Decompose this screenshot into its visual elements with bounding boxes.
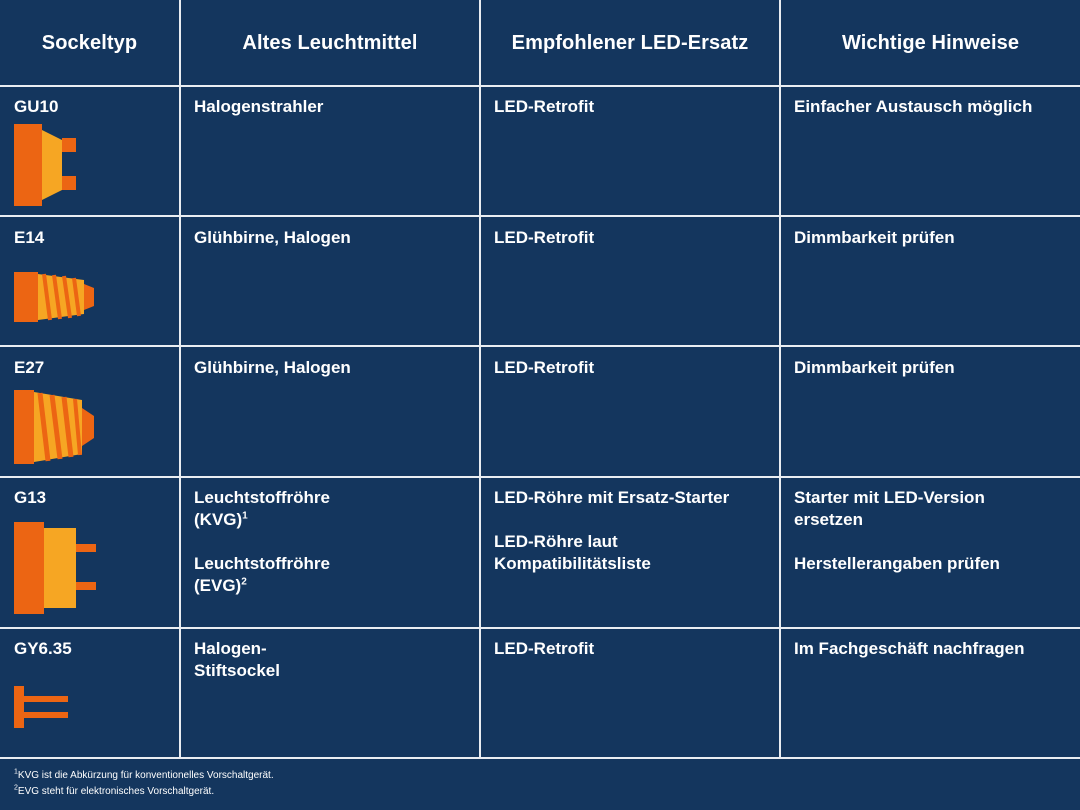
socket-name: GY6.35 [14,639,72,658]
row-divider-5 [0,757,1080,759]
footnote-evg: $^2$EVG steht für elektronisches Vorschaltgerät. [14,784,215,797]
old-lamp: Glühbirne, Halogen [194,228,351,247]
old-lamp [194,487,330,597]
socket-name: E14 [14,228,45,247]
led-replacement: LED-Retrofit [494,358,595,377]
old-lamp: Halogenstrahler [194,97,324,116]
note-evg: Herstellerangaben prüfen [794,554,1000,573]
note: Dimmbarkeit prüfen [794,358,955,377]
header-led-ersatz: Empfohlener LED-Ersatz [511,31,749,54]
socket-name: GU10 [14,97,59,116]
socket-name: E27 [14,358,45,377]
gu10-socket-icon [14,124,78,206]
footnote-kvg: $^1$KVG ist die Abkürzung für konventionelles Vorschaltgerät. [14,768,274,781]
header-sockeltyp: Sockeltyp [41,31,138,54]
footnotes [14,768,274,800]
old-lamp-evg: Leuchtstoffröhre (EVG)$^2$ [194,554,330,595]
gy635-socket-icon [14,686,70,728]
column-divider-1 [179,0,181,758]
note [794,487,1000,575]
e27-socket-icon [14,390,96,464]
led-replacement-kvg: LED-Röhre mit Ersatz-Starter [494,488,730,507]
header-altes-leuchtmittel: Altes Leuchtmittel [242,31,418,54]
row-divider-1 [0,215,1080,217]
column-divider-2 [479,0,481,758]
led-replacement: LED-Retrofit [494,97,595,116]
note: Einfacher Austausch möglich [794,97,1033,116]
led-replacement: LED-Retrofit [494,228,595,247]
header-hinweise: Wichtige Hinweise [841,31,1020,54]
e14-socket-icon [14,268,96,326]
old-lamp-kvg: Leuchtstoffröhre (KVG)$^1$ [194,488,330,529]
note-kvg: Starter mit LED-Version ersetzen [794,488,985,529]
note: Dimmbarkeit prüfen [794,228,955,247]
old-lamp: Halogen- Stiftsockel [194,639,280,680]
old-lamp: Glühbirne, Halogen [194,358,351,377]
column-divider-3 [779,0,781,758]
g13-socket-icon [14,522,98,614]
row-divider-2 [0,345,1080,347]
led-replacement [494,487,729,575]
row-divider-3 [0,476,1080,478]
socket-name: G13 [14,488,47,507]
led-replacement: LED-Retrofit [494,639,595,658]
led-replacement-evg: LED-Röhre laut Kompatibilitätsliste [494,532,651,573]
note: Im Fachgeschäft nachfragen [794,639,1025,658]
row-divider-4 [0,627,1080,629]
